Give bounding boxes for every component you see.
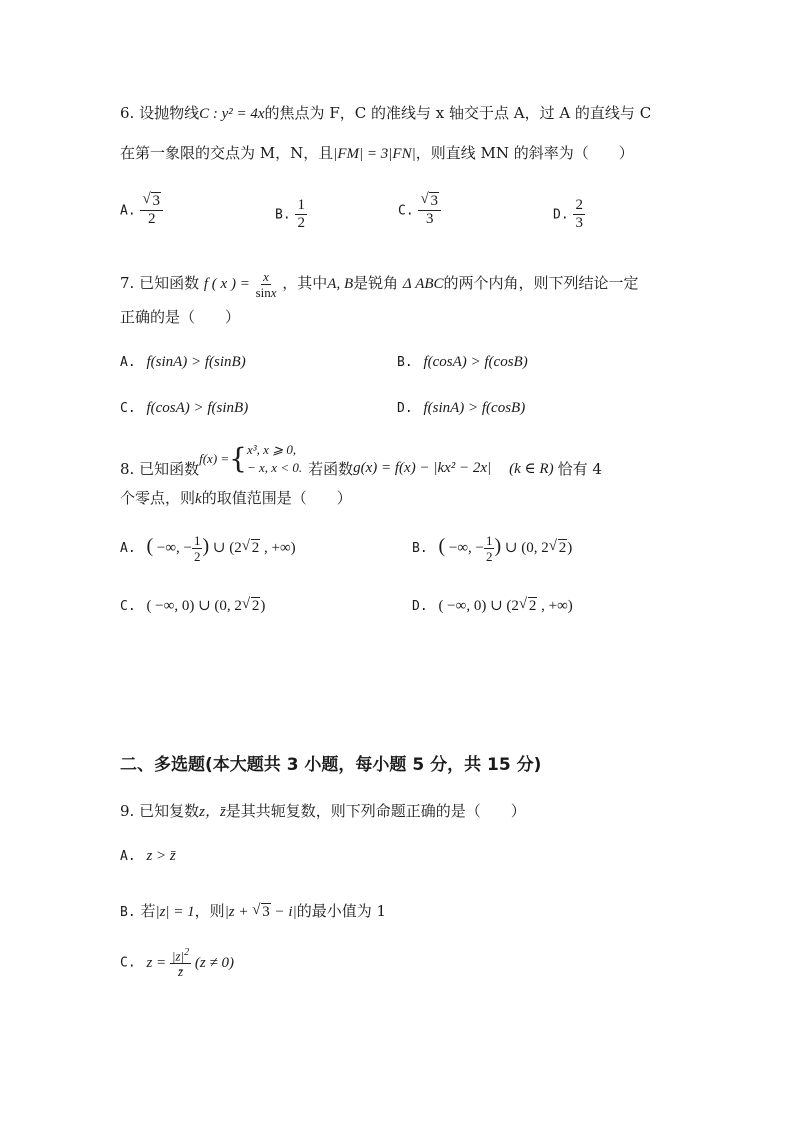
option-label: B. (120, 905, 136, 920)
q7-math-triangle: Δ ABC (402, 275, 444, 292)
q8-math-g: g(x) = f(x) − |kx² − 2x| (353, 460, 492, 476)
q6-text: 设抛物线 (139, 104, 200, 122)
q7-option-d[interactable] (397, 398, 525, 417)
q6-option-a[interactable] (120, 191, 163, 227)
q8-text: 恰有 4 (557, 460, 602, 478)
option-label: D. (412, 599, 428, 614)
q6-text: 在第一象限的交点为 M，N，且 (120, 144, 334, 162)
q7-option-a-value: f(sinA) > f(sinB) (146, 354, 246, 370)
option-label: D. (553, 207, 569, 223)
q9-math-z: z，z̄ (199, 804, 226, 820)
q8-option-a-value: ( −∞, − $\frac{1}{2}$ ) ∪ (2 √ 2 , +∞) (146, 533, 296, 564)
q6-option-c[interactable] (398, 191, 441, 227)
option-label: B. (397, 355, 413, 370)
q8-line1 (120, 438, 602, 479)
q9-option-b-condition: |z| = 1 (155, 904, 195, 920)
q7-option-a[interactable] (120, 352, 246, 371)
q8-option-c-value: ( −∞, 0) ∪ (0, 2 √ 2) (146, 596, 266, 614)
q8-text: 已知函数 (139, 460, 200, 478)
q6-option-d-value: $\frac{2}{3}$ (575, 197, 583, 231)
q7-option-c-value: f(cosA) > f(sinB) (146, 400, 249, 416)
q8-line2 (120, 487, 352, 508)
q7-text: ，其中 (282, 273, 328, 292)
q9-number: 9. (120, 802, 135, 820)
q8-text: 的取值范围是（ ） (201, 489, 352, 507)
q7-math-angles: A, B (327, 275, 354, 292)
q8-option-d[interactable] (412, 596, 573, 615)
option-label: B. (275, 207, 291, 223)
q9-text: 已知复数 (139, 802, 200, 820)
q7-option-b-value: f(cosA) > f(cosB) (423, 354, 528, 370)
q7-math-function: f ( x ) = $\frac{x}{\sin x}$ (203, 269, 277, 300)
option-label: C. (120, 401, 136, 416)
q8-math-k-var: k (195, 491, 202, 507)
q9-option-b[interactable] (120, 900, 386, 921)
q6-line2 (120, 142, 634, 163)
q6-option-b-value: $\frac{1}{2}$ (297, 197, 305, 231)
q7-line1 (120, 270, 639, 299)
q7-option-c[interactable] (120, 398, 248, 417)
q8-option-d-value: ( −∞, 0) ∪ (2 √ 2 , +∞) (438, 596, 573, 614)
option-label: A. (120, 849, 136, 864)
option-label: C. (120, 955, 136, 971)
option-label: A. (120, 540, 136, 556)
q7-line2 (120, 306, 240, 327)
q9-line1 (120, 800, 526, 821)
q8-option-a[interactable] (120, 534, 296, 563)
q6-line1 (120, 102, 651, 123)
q8-number: 8. (120, 459, 135, 478)
q7-text: 是锐角 (353, 273, 399, 292)
q9-option-b-text: 若 (140, 902, 156, 920)
option-label: C. (120, 599, 136, 614)
q9-option-a[interactable] (120, 846, 176, 865)
q6-text: 的焦点为 F，C 的准线与 x 轴交于点 A，过 A 的直线与 C (264, 104, 652, 122)
q6-option-a-value: √ 3 2 (140, 194, 163, 227)
q9-option-c-value: z = $\frac{|z|^2}{z̄}$ (z ≠ 0) (146, 947, 234, 980)
q9-option-a-value: z > z̄ (146, 848, 176, 864)
option-label: B. (412, 540, 428, 556)
q9-option-b-text: ，则 (194, 902, 225, 920)
q8-option-b[interactable] (412, 534, 572, 563)
q9-text: 是其共轭复数，则下列命题正确的是（ ） (225, 802, 526, 820)
q7-text: 正确的是（ ） (120, 308, 241, 326)
section-heading: 二、多选题(本大题共 3 小题，每小题 5 分，共 15 分) (120, 755, 542, 775)
option-label: A. (120, 355, 136, 370)
q8-math-k: (k ∈ R) (509, 461, 554, 477)
option-label: C. (398, 203, 414, 219)
q6-math-parabola: C : y² = 4x (199, 106, 265, 122)
q8-case1: x³, x ⩾ 0, (247, 441, 297, 457)
q7-text: 的两个内角，则下列结论一定 (443, 273, 639, 292)
option-label: D. (397, 401, 413, 416)
q6-math-condition: |FM| = 3|FN| (333, 146, 416, 162)
q8-option-c[interactable] (120, 596, 265, 615)
q7-number: 7. (120, 273, 135, 292)
q6-option-c-value: √ 3 3 (418, 194, 441, 227)
q7-option-b[interactable] (397, 352, 528, 371)
q9-option-c[interactable] (120, 948, 234, 978)
q7-option-d-value: f(sinA) > f(cosB) (423, 400, 526, 416)
q9-option-b-expression: |z + √ 3 − i| (224, 902, 297, 920)
q8-text: 个零点，则 (120, 489, 196, 507)
q8-case2: − x, x < 0. (247, 459, 303, 475)
q7-text: 已知函数 (139, 273, 200, 292)
q6-option-b[interactable] (275, 198, 307, 231)
q8-math-piecewise: f(x) = { x³, x ⩾ 0, − x, x < 0. (199, 441, 303, 475)
option-label: A. (120, 203, 136, 219)
q6-option-d[interactable] (553, 198, 585, 231)
q8-option-b-value: ( −∞, − $\frac{1}{2}$ ) ∪ (0, 2 √ 2) (438, 533, 573, 564)
q6-text: ，则直线 MN 的斜率为（ ） (415, 144, 634, 162)
q6-number: 6. (120, 104, 135, 122)
q9-option-b-text: 的最小值为 1 (296, 902, 387, 920)
q8-text: 若函数 (308, 460, 354, 478)
